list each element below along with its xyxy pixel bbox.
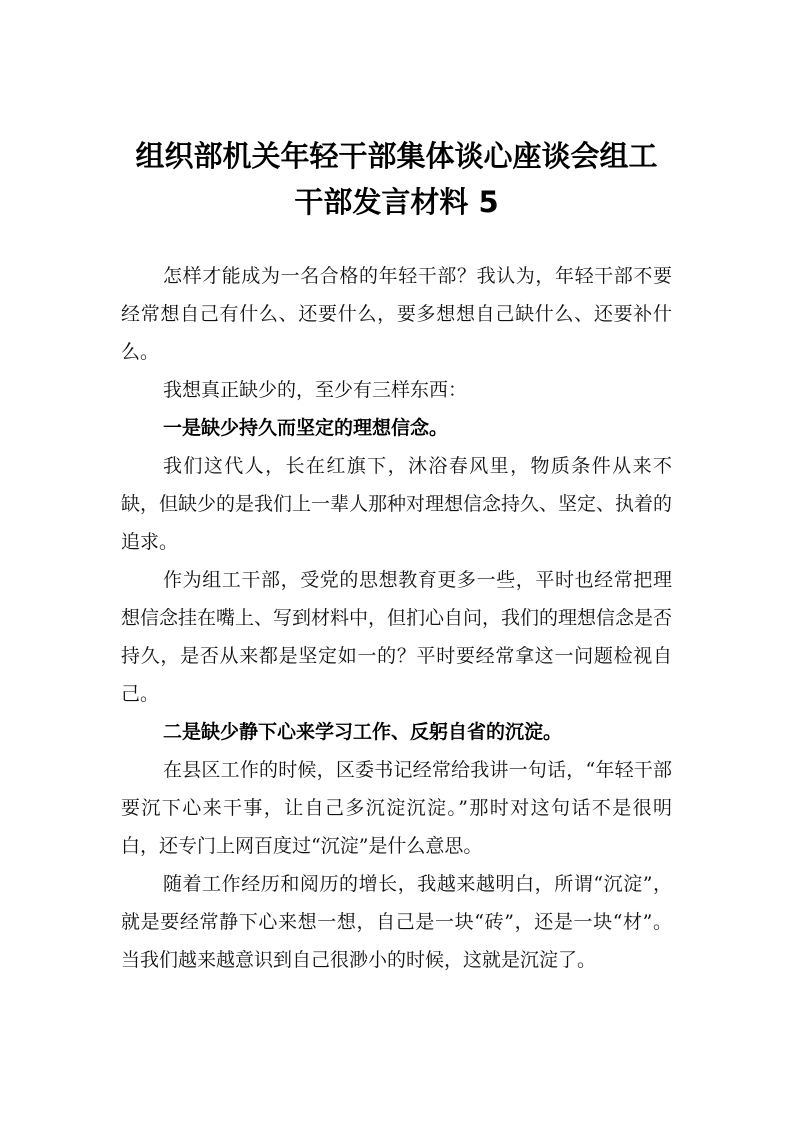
title-line: 组织部机关年轻干部集体谈心座谈会组工 [135,139,658,173]
document-title [100,133,693,225]
body-paragraph: 我想真正缺少的，至少有三样东西： [163,379,468,401]
body-paragraph: 怎样才能成为一名合格的年轻干部？我认为，年轻干部不要经常想自己有什么、还要什么，要多想想自己缺什么、还要补什么。 [121,265,672,363]
body-paragraph: 作为组工干部，受党的思想教育更多一些，平时也经常把理想信念挂在嘴上、写到材料中，但扪心自问，我们的理想信念是否持久，是否从来都是坚定如一的？平时要经常拿这一问题检视自己。 [121,569,673,705]
document-body [121,257,672,979]
section-heading: 一是缺少持久而坚定的理想信念。 [163,417,449,439]
body-paragraph: 随着工作经历和阅历的增长，我越来越明白，所谓“沉淀”，就是要经常静下心来想一想，自己是一块“砖”，还是一块“材”。当我们越来越意识到自己很渺小的时候，这就是沉淀了。 [121,873,672,971]
body-paragraph: 我们这代人，长在红旗下，沐浴春风里，物质条件从来不缺，但缺少的是我们上一辈人那种对理想信念持久、坚定、执着的追求。 [121,455,673,553]
section-heading: 二是缺少静下心来学习工作、反躬自省的沉淀。 [163,721,563,743]
title-line: 干部发言材料 5 [294,185,499,219]
body-paragraph: 在县区工作的时候，区委书记经常给我讲一句话，“年轻干部要沉下心来干事，让自己多沉淀沉淀。”那时对这句话不是很明白，还专门上网百度过“沉淀”是什么意思。 [121,759,672,857]
